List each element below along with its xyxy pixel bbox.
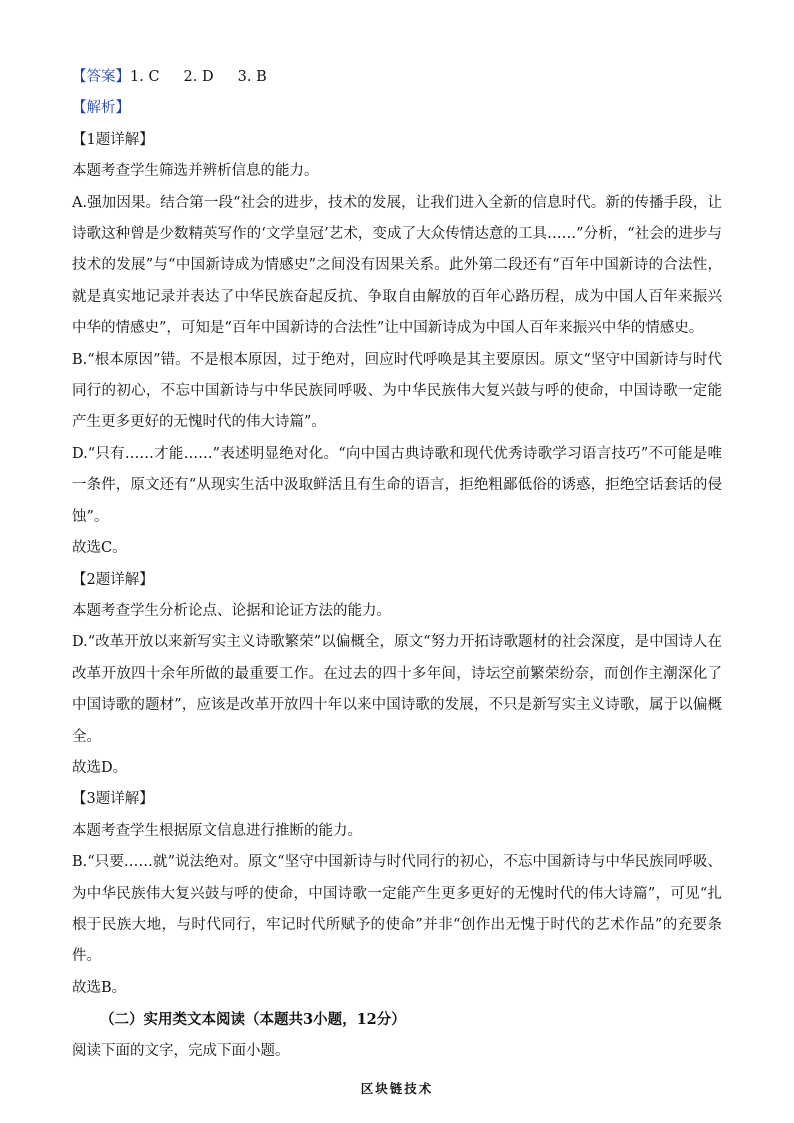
q2-intro: 本题考查学生分析论点、论据和论证方法的能力。 (72, 602, 391, 619)
document-body (72, 62, 722, 1101)
section-2-instruction: 阅读下面的文字，完成下面小题。 (72, 1042, 290, 1059)
q2-conclusion: 故选D。 (72, 759, 128, 776)
q3-conclusion: 故选B。 (72, 979, 127, 996)
q1-option-b-analysis: B.“根本原因”错。不是根本原因，过于绝对，回应时代呼唤是其主要原因。原文“坚守中国新诗与时代同行的初心，不忘中国新诗与中华民族同呼吸、为中华民族伟大复兴鼓与呼的使命，中国诗歌一定能产生更多更好的无愧时代的伟大诗篇”。 (72, 351, 722, 431)
q1-option-d-analysis: D.“只有……才能……”表述明显绝对化。“向中国古典诗歌和现代优秀诗歌学习语言技巧”不可能是唯一条件，原文还有“从现实生活中汲取鲜活且有生命的语言，拒绝粗鄙低俗的诱惑，拒绝空话套话的侵蚀”。 (72, 445, 722, 525)
analysis-label: 【解析】 (72, 100, 130, 117)
q3-heading: 【3题详解】 (72, 791, 154, 808)
q1-intro: 本题考查学生筛选并辨析信息的能力。 (72, 163, 319, 180)
q1-heading: 【1题详解】 (72, 131, 154, 148)
q2-heading: 【2题详解】 (72, 571, 154, 588)
q1-conclusion: 故选C。 (72, 540, 127, 557)
answer-item-2: 2. D (183, 69, 214, 85)
q3-option-b-analysis: B.“只要……就”说法绝对。原文“坚守中国新诗与时代同行的初心，不忘中国新诗与中华民族同呼吸、为中华民族伟大复兴鼓与呼的使命，中国诗歌一定能产生更多更好的无愧时代的伟大诗篇”，可见“扎根于民族大地，与时代同行，牢记时代所赋予的使命”并非“创作出无愧于时代的艺术作品”的充要条件。 (72, 854, 722, 965)
passage-title: 区块链技术 (360, 1081, 434, 1096)
answer-label: 【答案】 (72, 69, 130, 85)
answer-line (72, 62, 722, 93)
answer-item-1: 1. C (130, 69, 160, 85)
q1-option-a-analysis: A.强加因果。结合第一段“社会的进步，技术的发展，让我们进入全新的信息时代。新的传播手段，让诗歌这种曾是少数精英写作的‘文学皇冠’艺术，变成了大众传情达意的工具……”分析，“社会的进步与技术的发展”与“中国新诗成为情感史”之间没有因果关系。此外第二段还有“百年中国新诗的合法性，就是真实地记录并表达了中华民族奋起反抗、争取自由解放的百年心路历程，成为中国人百年来振兴中华的情感史”，可知是“百年中国新诗的合法性”让中国新诗成为中国人百年来振兴中华的情感史。 (72, 194, 722, 337)
q2-option-d-analysis: D.“改革开放以来新写实主义诗歌繁荣”以偏概全，原文“努力开拓诗歌题材的社会深度，是中国诗人在改革开放四十余年所做的最重要工作。在过去的四十多年间，诗坛空前繁荣纷奈，而创作主潮深化了中国诗歌的题材”，应该是改革开放四十年以来中国诗歌的发展，不只是新写实主义诗歌，属于以偏概全。 (72, 634, 722, 745)
answer-item-3: 3. B (237, 69, 267, 85)
section-2-heading: （二）实用类文本阅读（本题共3小题，12分） (100, 1011, 406, 1029)
q3-intro: 本题考查学生根据原文信息进行推断的能力。 (72, 822, 362, 839)
